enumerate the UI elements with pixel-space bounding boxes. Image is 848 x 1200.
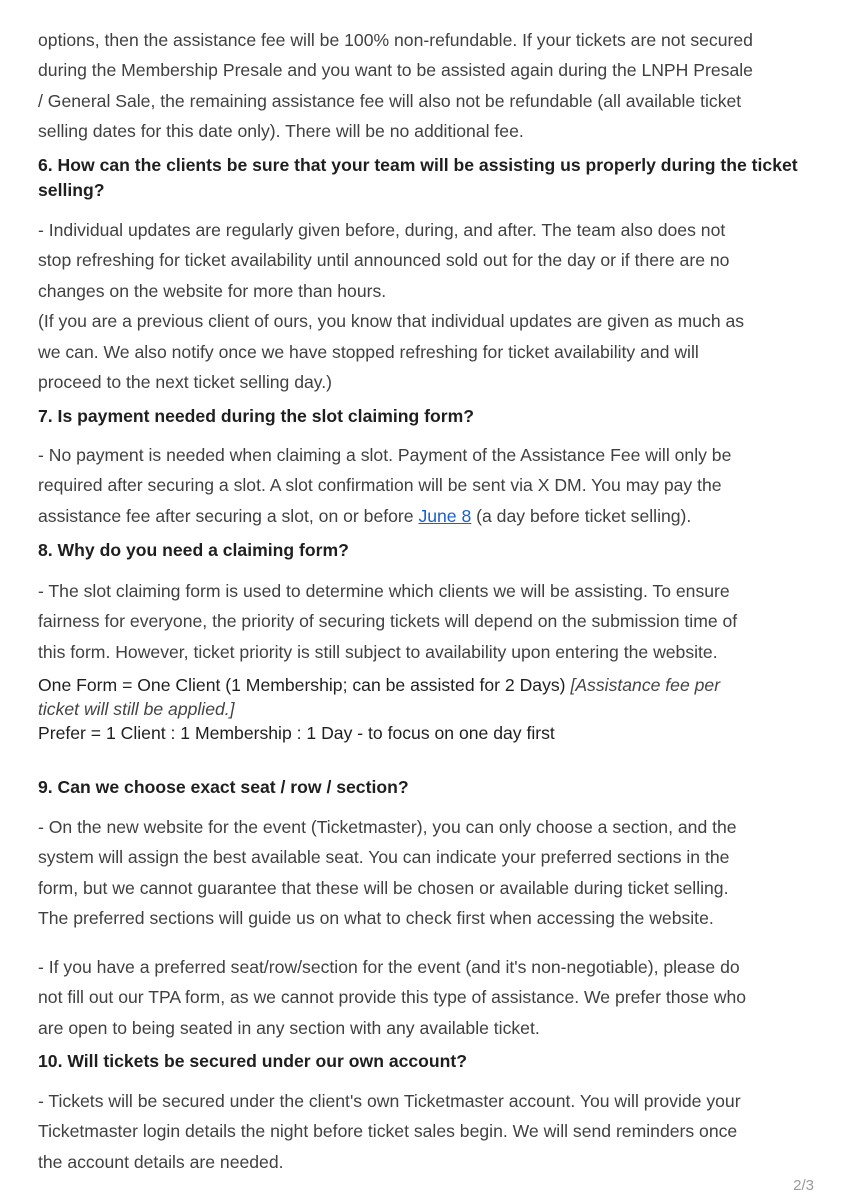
text-line: - The slot claiming form is used to determine which clients we will be assisting. To ensure [38,581,730,601]
form-rule-line [38,673,818,697]
question-line: selling? [38,180,105,200]
question-6 [38,153,818,203]
text-line [38,501,818,531]
question-7 [38,404,818,429]
text-line: proceed to the next ticket selling day.) [38,372,333,393]
text-line: The preferred sections will guide us on what to check first when accessing the website. [38,908,714,929]
text-line: - If you have a preferred seat/row/section for the event (and it's non-negotiable), please do [38,957,740,977]
answer-9-note [38,952,818,1043]
text-line: stop refreshing for ticket availability until announced sold out for the day or if there are no [38,250,730,271]
question-8 [38,538,818,563]
answer-8 [38,576,818,667]
question-9 [38,775,818,800]
text-line: this form. However, ticket priority is still subject to availability upon entering the website. [38,641,718,662]
form-rule [38,673,818,745]
text-line: required after securing a slot. A slot confirmation will be sent via X DM. You may pay the [38,475,722,496]
form-rule-text: One Form = One Client (1 Membership; can be assisted for 2 Days) [38,675,571,695]
answer-9 [38,812,818,934]
page-indicator: 2/3 [793,1177,814,1194]
question-line: 10. Will tickets be secured under our own account? [38,1051,468,1071]
text-line: - No payment is needed when claiming a slot. Payment of the Assistance Fee will only be [38,445,732,465]
text-line: not fill out our TPA form, as we cannot provide this type of assistance. We prefer those who [38,987,747,1008]
question-line: 9. Can we choose exact seat / row / section? [38,777,409,797]
question-line: 7. Is payment needed during the slot claiming form? [38,406,475,426]
answer-10 [38,1086,818,1177]
form-rule-note-continued: ticket will still be applied.] [38,699,235,719]
answer-7 [38,440,818,531]
question-line: 6. How can the clients be sure that your team will be assisting us properly during the ticket [38,155,798,175]
text-line: (If you are a previous client of ours, you know that individual updates are given as much as [38,311,745,332]
text-line: / General Sale, the remaining assistance fee will also not be refundable (all available ticket [38,90,742,111]
text-segment: assistance fee after securing a slot, on or before [38,505,419,526]
intro-paragraph [38,25,818,147]
text-line: options, then the assistance fee will be 100% non-refundable. If your tickets are not secured [38,30,753,50]
form-rule-note: [Assistance fee per [570,675,721,695]
text-segment: (a day before ticket selling). [471,505,692,526]
text-line: selling dates for this date only). There will be no additional fee. [38,121,524,142]
text-line: the account details are needed. [38,1151,284,1172]
text-line: system will assign the best available seat. You can indicate your preferred sections in the [38,847,730,868]
text-line: - Tickets will be secured under the client's own Ticketmaster account. You will provide your [38,1091,741,1111]
text-line: during the Membership Presale and you want to be assisted again during the LNPH Presale [38,60,753,81]
text-line: changes on the website for more than hours. [38,280,387,301]
text-line: form, but we cannot guarantee that these will be chosen or available during ticket selling. [38,877,729,898]
text-line: fairness for everyone, the priority of securing tickets will depend on the submission time of [38,611,738,632]
text-line: - Individual updates are regularly given before, during, and after. The team also does not [38,220,726,240]
question-10 [38,1049,818,1074]
text-line: we can. We also notify once we have stopped refreshing for ticket availability and will [38,341,699,362]
prefer-rule: Prefer = 1 Client : 1 Membership : 1 Day - to focus on one day first [38,723,555,743]
text-line: Ticketmaster login details the night before ticket sales begin. We will send reminders once [38,1121,738,1142]
question-line: 8. Why do you need a claiming form? [38,540,349,560]
answer-6 [38,215,818,397]
text-line: - On the new website for the event (Ticketmaster), you can only choose a section, and the [38,817,737,837]
text-line: are open to being seated in any section with any available ticket. [38,1017,540,1038]
june-8-link[interactable]: June 8 [418,505,472,526]
